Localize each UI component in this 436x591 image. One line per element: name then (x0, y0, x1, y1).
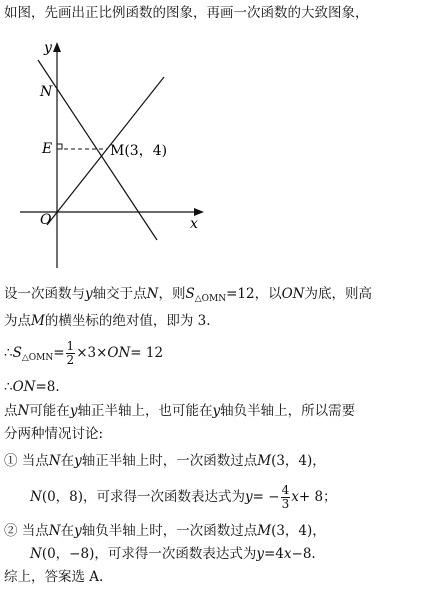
label-e: E (42, 141, 53, 157)
text-line-6: 分两种情况讨论: (4, 426, 104, 442)
conclusion-text: 综上，答案选 A. (4, 569, 104, 585)
text-line-1: 设一次函数与y轴交于点N，则$S_{\triangle OMN}=12$，以ON为底，则高 (4, 286, 372, 304)
case-2-line-2: N(0，−8)，可求得一次函数表达式为y=4x−8. (30, 546, 316, 562)
label-m: M(3，4) (110, 143, 168, 159)
label-o: O (40, 212, 52, 228)
case-2-line-1: ② 当点N在y轴负半轴上时，一次函数过点M(3，4)， (4, 523, 326, 539)
text-line-2: 为点M的横坐标的绝对值，即为 3. (4, 313, 211, 329)
case-1-line-2: N(0，8)，可求得一次函数表达式为y= − $\frac{4}{3}$ x+ 8； (30, 483, 337, 511)
label-n: N (40, 84, 53, 100)
text-line-4: ∴ON=8. (4, 379, 60, 395)
intro-text: 如图，先画出正比例函数的图象，再画一次函数的大致图象， (4, 5, 369, 21)
y-axis-arrow (53, 42, 61, 52)
text-line-5: 点N可能在y轴正半轴上，也可能在y轴负半轴上，所以需要 (4, 403, 356, 419)
function-graph (0, 30, 436, 290)
fraction-four-thirds: $\frac{4}{3}$ (281, 483, 290, 511)
fraction-half: $\frac{1}{2}$ (66, 339, 75, 367)
label-x: x (190, 216, 198, 232)
case-1-line-1: ① 当点N在y轴正半轴上时，一次函数过点M(3，4)， (4, 453, 326, 469)
x-axis-arrow (194, 208, 204, 216)
right-angle-mark (57, 144, 62, 149)
formula-area: $\therefore S_{\triangle OMN}=$ $\frac{1}{2}$ ×3×ON= 12 (4, 339, 164, 367)
label-y: y (44, 40, 52, 56)
